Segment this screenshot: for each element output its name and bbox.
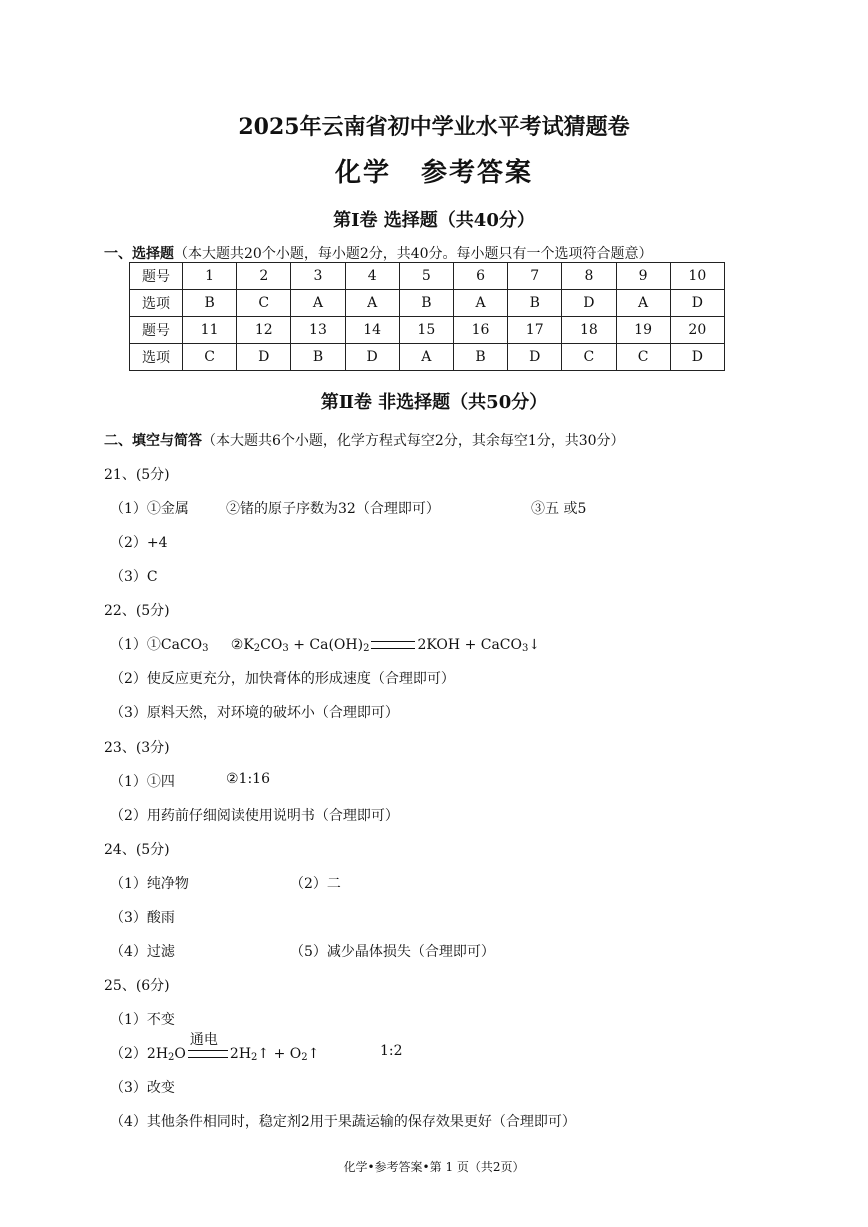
answer-key-label: 参考答案 — [421, 158, 534, 188]
q21-answer-1c: ③五 或5 — [531, 501, 587, 517]
question-number-cell: 5 — [399, 263, 453, 290]
answer-cell: B — [508, 290, 562, 317]
q25-answer-4: （4）其他条件相同时，稳定剂2用于果蔬运输的保存效果更好（合理即可） — [110, 1114, 576, 1130]
page-title: 2025年云南省初中学业水平考试猜题卷 — [238, 114, 630, 140]
answer-cell: C — [616, 344, 670, 371]
table-row-answers — [130, 344, 725, 371]
question-number-cell: 14 — [345, 317, 399, 344]
q22-answer-1: （1）①CaCO$_3$ $②K_2CO_3 + Ca(OH)_2$ 2KOH + CaCO$_3$↓ — [110, 637, 541, 654]
question-number-cell: 6 — [453, 263, 507, 290]
question-number-cell: 8 — [562, 263, 616, 290]
answer-cell: A — [453, 290, 507, 317]
answer-cell: C — [237, 290, 291, 317]
part2-heading: 第Ⅱ卷 非选择题（共50分） — [320, 392, 548, 413]
question-number-cell: 16 — [453, 317, 507, 344]
page-footer: 化学•参考答案•第 1 页（共2页） — [343, 1160, 525, 1174]
page-subtitle — [0, 152, 868, 189]
q24-heading: 24、(5分) — [104, 842, 170, 858]
q21-answer-2: （2）+4 — [110, 535, 168, 551]
q24-answer-1: （1）纯净物 — [110, 876, 189, 892]
q22-answer-2: （2）使反应更充分，加快膏体的形成速度（合理即可） — [110, 671, 455, 687]
q25-answer-2: $(2)2H_2O$ 通电 $2H_2↑$ + $O_2↑$ — [110, 1043, 319, 1063]
q21-answer-1a: （1）①金属 — [110, 501, 189, 517]
q25-answer-2-label: （2） — [110, 1046, 147, 1062]
answer-cell: A — [616, 290, 670, 317]
answer-cell: D — [345, 344, 399, 371]
q25-answer-3: （3）改变 — [110, 1080, 175, 1096]
question-number-cell: 18 — [562, 317, 616, 344]
row-label-question: 题号 — [130, 263, 183, 290]
answer-table — [129, 262, 725, 371]
q24-answer-3: （3）酸雨 — [110, 910, 175, 926]
question-number-cell: 17 — [508, 317, 562, 344]
q23-heading: 23、(3分) — [104, 740, 170, 756]
answer-cell: D — [508, 344, 562, 371]
table-row-question-numbers — [130, 263, 725, 290]
answer-cell: D — [670, 344, 724, 371]
reaction-condition: 通电 — [189, 1032, 218, 1048]
answer-cell: C — [562, 344, 616, 371]
row-label-answer: 选项 — [130, 290, 183, 317]
q22-answer-3: （3）原料天然，对环境的破坏小（合理即可） — [110, 705, 399, 721]
q21-answer-3: （3）C — [110, 569, 158, 585]
q24-answer-5: （5）减少晶体损失（合理即可） — [290, 944, 495, 960]
question-number-cell: 2 — [237, 263, 291, 290]
q21-answer-1b: ②锗的原子序数为32（合理即可） — [226, 501, 440, 517]
answer-cell: A — [345, 290, 399, 317]
question-number-cell: 7 — [508, 263, 562, 290]
q24-answer-2: （2）二 — [290, 876, 341, 892]
answer-cell: D — [237, 344, 291, 371]
answer-cell: B — [291, 344, 345, 371]
answer-cell: D — [670, 290, 724, 317]
question-number-cell: 9 — [616, 263, 670, 290]
question-number-cell: 15 — [399, 317, 453, 344]
question-number-cell: 3 — [291, 263, 345, 290]
subject-label: 化学 — [334, 158, 391, 188]
q22-heading: 22、(5分) — [104, 603, 170, 619]
q23-answer-1a: （1）①四 — [110, 774, 175, 790]
part1-heading: 第Ⅰ卷 选择题（共40分） — [333, 210, 535, 231]
question-number-cell: 20 — [670, 317, 724, 344]
part1-intro-text: （本大题共20个小题，每小题2分，共40分。每小题只有一个选项符合题意） — [174, 246, 653, 262]
question-number-cell: 12 — [237, 317, 291, 344]
question-number-cell: 11 — [183, 317, 237, 344]
part1-intro — [104, 243, 653, 263]
part1-intro-title: 一、选择题 — [104, 246, 174, 262]
q21-heading: 21、(5分) — [104, 467, 170, 483]
q25-answer-1: （1）不变 — [110, 1012, 175, 1028]
answer-cell: B — [399, 290, 453, 317]
q24-answer-4: （4）过滤 — [110, 944, 175, 960]
q25-heading: 25、(6分) — [104, 978, 170, 994]
q25-ratio: 1:2 — [380, 1043, 403, 1059]
answer-cell: A — [399, 344, 453, 371]
question-number-cell: 4 — [345, 263, 399, 290]
row-label-question: 题号 — [130, 317, 183, 344]
answer-cell: A — [291, 290, 345, 317]
question-number-cell: 10 — [670, 263, 724, 290]
part2-intro-text: （本大题共6个小题，化学方程式每空2分，其余每空1分，共30分） — [202, 433, 625, 449]
table-row-question-numbers — [130, 317, 725, 344]
question-number-cell: 13 — [291, 317, 345, 344]
question-number-cell: 19 — [616, 317, 670, 344]
part2-intro — [104, 430, 625, 450]
answer-cell: D — [562, 290, 616, 317]
answer-cell: B — [183, 290, 237, 317]
answer-cell: B — [453, 344, 507, 371]
question-number-cell: 1 — [183, 263, 237, 290]
q23-answer-2: （2）用药前仔细阅读使用说明书（合理即可） — [110, 808, 399, 824]
part2-intro-title: 二、填空与简答 — [104, 433, 202, 449]
answer-cell: C — [183, 344, 237, 371]
row-label-answer: 选项 — [130, 344, 183, 371]
table-row-answers — [130, 290, 725, 317]
q23-answer-1b: ②1:16 — [226, 771, 270, 787]
